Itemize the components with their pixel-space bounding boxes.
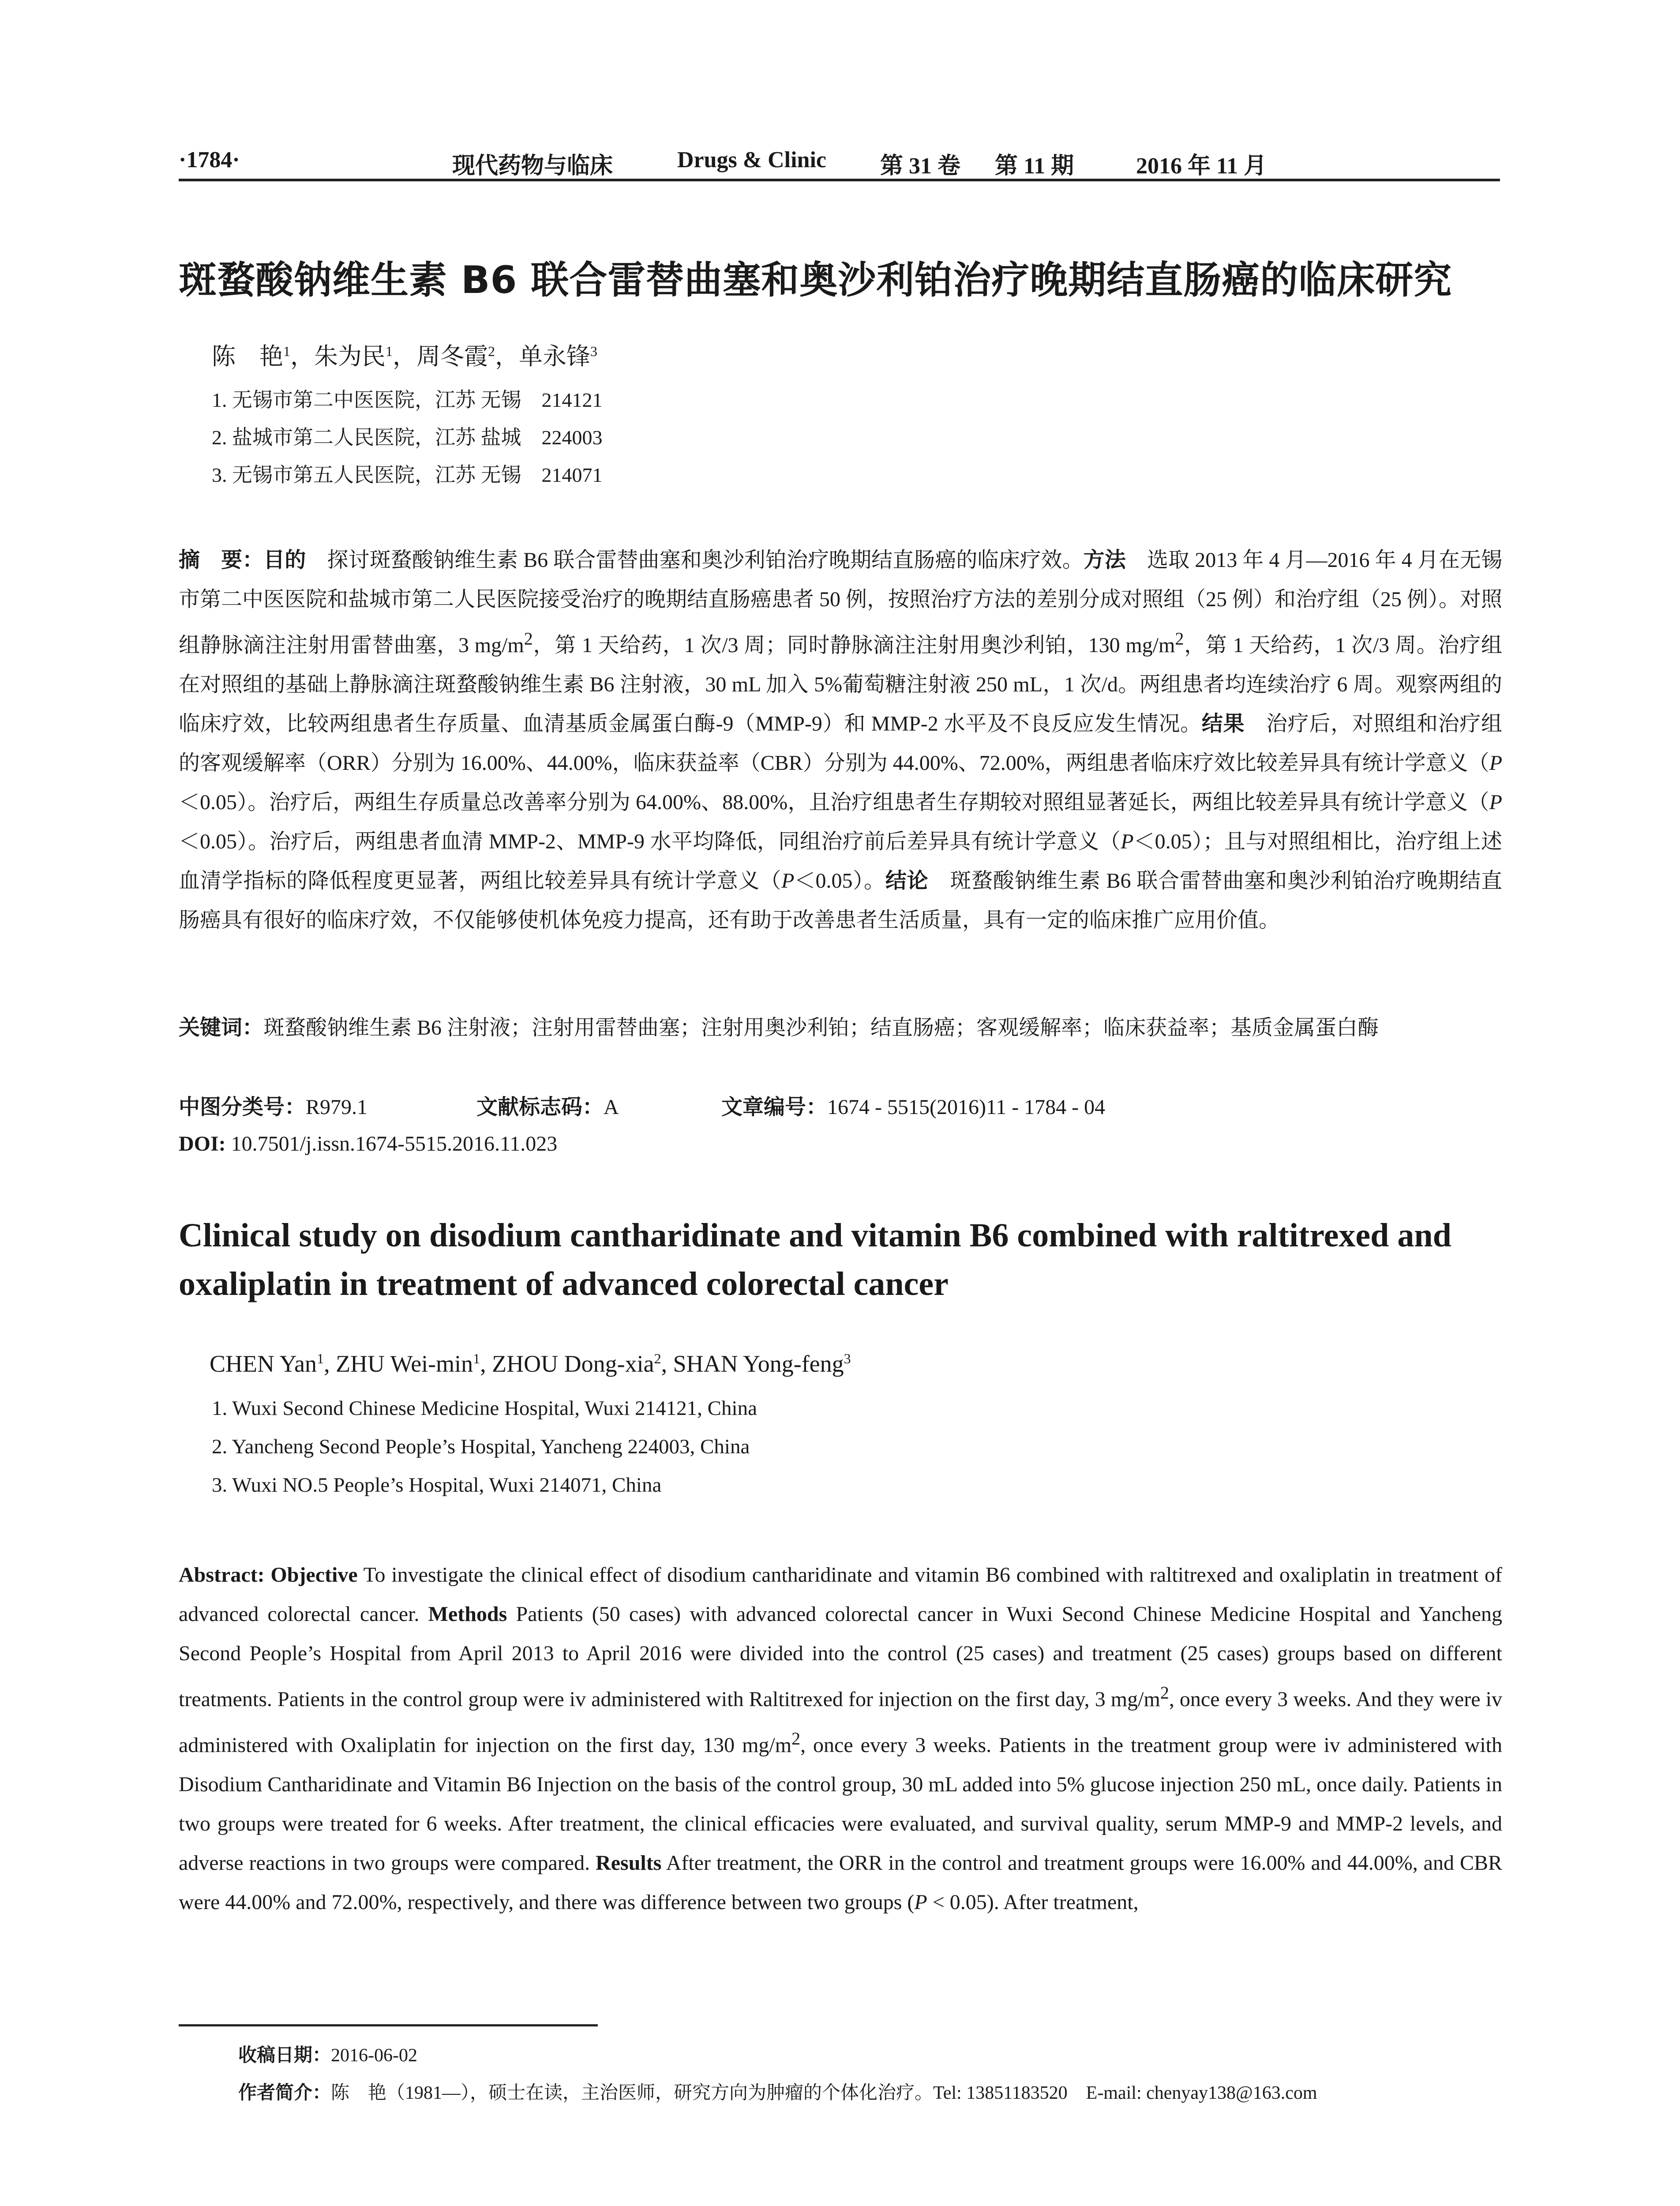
affiliation-marker: 1 <box>473 1351 480 1366</box>
superscript: 2 <box>524 629 533 649</box>
affiliation-marker: 1 <box>283 343 290 359</box>
abstract-label: Abstract: <box>179 1563 265 1587</box>
running-header <box>179 143 1500 181</box>
author-name: ZHOU Dong-xia <box>492 1351 654 1377</box>
results-text: 治疗后，对照组和治疗组的客观缓解率（ORR）分别为 16.00%、44.00%，临床获益率（CBR）分别为 44.00%、72.00%，两组患者临床疗效比较差异具有统计学意义（ <box>179 712 1502 775</box>
methods-text: ，第 1 天给药，1 次/3 周。治疗组在对照组的基础上静脉滴注斑蝥酸钠维生素 B6 注射液，30 mL 加入 5%葡萄糖注射液 250 mL，1 次/d。两组患者均连续治疗 6 周。观察两组的临床疗效，比较两组患者生存质量、血清基质金属蛋白酶-9（MMP-9）和 MMP-2 水平及不良反应发生情况。 <box>179 634 1502 735</box>
results-label: Results <box>596 1851 662 1875</box>
volume: 第 31 卷 <box>880 154 961 179</box>
affiliation-marker: 2 <box>488 343 495 359</box>
keywords-text: 斑蝥酸钠维生素 B6 注射液；注射用雷替曲塞；注射用奥沙利铂；结直肠癌；客观缓解率；临床获益率；基质金属蛋白酶 <box>263 1016 1379 1039</box>
results-text: < 0.05). After treatment, <box>927 1891 1139 1914</box>
author-name: 陈 艳 <box>212 343 283 370</box>
author-bio-text: 陈 艳（1981—），硕士在读，主治医师，研究方向为肿瘤的个体化治疗。Tel: 13851183520 E-mail: chenyay138@163.com <box>331 2083 1317 2103</box>
author-name: 周冬霞 <box>416 343 488 370</box>
clc-value: R979.1 <box>306 1095 368 1119</box>
author-name: CHEN Yan <box>210 1351 317 1377</box>
affiliation-marker: 1 <box>386 343 393 359</box>
author-name: 朱为民 <box>314 343 386 370</box>
superscript: 2 <box>791 1729 801 1748</box>
p-symbol: P <box>1489 791 1502 814</box>
clc-number <box>179 1090 368 1120</box>
document-code <box>476 1090 619 1120</box>
received-value: 2016-06-02 <box>331 2045 417 2066</box>
author-list-en: CHEN Yan$^1$, ZHU Wei-$\min^1$, ZHOU Dong-xia$^2$, SHAN Yong-feng$^3$ <box>210 1351 851 1377</box>
doi-label: DOI: <box>179 1132 226 1156</box>
affiliation-marker: 3 <box>590 343 597 359</box>
page-number: ·1784· <box>179 147 240 173</box>
p-symbol: P <box>1489 751 1503 775</box>
objective-text: To investigate the clinical effect of disodium cantharidinate and vitamin B6 combined with raltitrexed and oxaliplatin in treatment of advanced colorectal cancer. <box>179 1563 1503 1626</box>
superscript: 2 <box>1175 629 1184 649</box>
results-text: ＜0.05）。治疗后，两组生存质量总改善率分别为 64.00%、88.00%，且治疗组患者生存期较对照组显著延长，两组比较差异具有统计学意义（ <box>179 791 1489 814</box>
results-label: 结果 <box>1201 712 1245 735</box>
journal-name-cn: 现代药物与临床 <box>452 154 613 179</box>
abstract-en <box>179 1555 1502 1922</box>
affiliation-cn: 3. 无锡市第五人民医院，江苏 无锡 214071 <box>212 464 603 486</box>
methods-label: Methods <box>428 1602 507 1626</box>
author-bio-label: 作者简介： <box>238 2083 331 2103</box>
clc-label: 中图分类号： <box>179 1095 306 1119</box>
publication-date: 2016 年 11 月 <box>1136 154 1267 179</box>
author-name: SHAN Yong-feng <box>673 1351 844 1377</box>
author-name: ZHU Wei-min <box>336 1351 473 1377</box>
document-code-value: A <box>604 1095 619 1119</box>
author-bio <box>238 2078 1317 2105</box>
abstract-label: 摘 要： <box>179 548 264 572</box>
affiliation-marker: 3 <box>844 1351 851 1366</box>
results-text: ＜0.05）；且与对照组相比，治疗组上述血清学指标的降低程度更显著，两组比较差异具有统计学意义（ <box>179 830 1502 893</box>
affiliation-en: 1. Wuxi Second Chinese Medicine Hospital, Wuxi 214121, China <box>212 1397 757 1420</box>
journal-name-en: Drugs & Clinic <box>677 147 826 173</box>
results-text: After treatment, the ORR in the control and treatment groups were 16.00% and 44.00%, and CBR were 44.00% and 72.00%, respectively, and there was difference between two groups ( <box>179 1851 1502 1914</box>
received-label: 收稿日期： <box>238 2045 331 2066</box>
p-symbol: P <box>914 1891 927 1914</box>
methods-text: , once every 3 weeks. Patients in the treatment group were iv administered with Disodium Cantharidinate and Vitamin B6 Injection on the basis of the control group, 30 mL added into 5% glucose injection 250 mL, once daily. Patients in two groups were treated for 6 weeks. After treatment, the clinical efficacies were evaluated, and survival quality, serum MMP-9 and MMP-2 levels, and adverse reactions in two groups were compared. <box>179 1733 1502 1875</box>
p-symbol: P <box>781 869 795 893</box>
article-title-cn: 斑蝥酸钠维生素 B6 联合雷替曲塞和奥沙利铂治疗晚期结直肠癌的临床研究 <box>179 258 1452 302</box>
results-text: ＜0.05）。 <box>794 869 885 893</box>
doi-value: 10.7501/j.issn.1674-5515.2016.11.023 <box>231 1132 558 1156</box>
article-number <box>721 1090 1105 1120</box>
affiliation-en: 3. Wuxi NO.5 People’s Hospital, Wuxi 214071, China <box>212 1474 662 1497</box>
keywords-label: 关键词： <box>179 1016 264 1039</box>
author-list-cn: 陈 艳$^1$，朱为民$^1$，周冬霞$^2$，单永锋$^3$ <box>212 343 597 370</box>
document-code-label: 文献标志码： <box>476 1095 604 1119</box>
author-name: 单永锋 <box>519 343 590 370</box>
keywords-cn <box>179 1008 1502 1047</box>
methods-text: Patients (50 cases) with advanced colorectal cancer in Wuxi Second Chinese Medicine Hospital and Yancheng Second People’s Hospital from April 2013 to April 2016 were divided into the control (25 cases) and treatment (25 cases) groups based on different treatments. Patients in the control group were iv administered with Raltitrexed for injection on the first day, 3 mg/m <box>179 1602 1503 1711</box>
results-text: ＜0.05）。治疗后，两组患者血清 MMP-2、MMP-9 水平均降低，同组治疗前后差异具有统计学意义（ <box>179 830 1121 853</box>
affiliation-marker: 1 <box>317 1351 324 1366</box>
objective-text: 探讨斑蝥酸钠维生素 B6 联合雷替曲塞和奥沙利铂治疗晚期结直肠癌的临床疗效。 <box>306 548 1084 572</box>
footnote-divider <box>179 2024 598 2026</box>
methods-text: ，第 1 天给药，1 次/3 周；同时静脉滴注注射用奥沙利铂，130 mg/m <box>532 634 1175 657</box>
objective-label: Objective <box>270 1563 358 1587</box>
article-number-label: 文章编号： <box>721 1095 828 1119</box>
conclusion-text: 斑蝥酸钠维生素 B6 联合雷替曲塞和奥沙利铂治疗晚期结直肠癌具有很好的临床疗效，不仅能够使机体免疫力提高，还有助于改善患者生活质量，具有一定的临床推广应用价值。 <box>179 869 1502 932</box>
superscript: 2 <box>1160 1683 1169 1703</box>
methods-text: , once every 3 weeks. And they were iv administered with Oxaliplatin for injection on the first day, 130 mg/m <box>179 1688 1503 1757</box>
methods-text: 选取 2013 年 4 月—2016 年 4 月在无锡市第二中医医院和盐城市第二人民医院接受治疗的晚期结直肠癌患者 50 例，按照治疗方法的差别分成对照组（25 例）和治疗组（25 例）。对照组静脉滴注注射用雷替曲塞，3 mg/m <box>179 548 1503 657</box>
article-number-value: 1674 - 5515(2016)11 - 1784 - 04 <box>827 1095 1106 1119</box>
conclusion-label: 结论 <box>885 869 929 893</box>
methods-label: 方法 <box>1083 548 1126 572</box>
issue: 第 11 期 <box>995 154 1074 179</box>
affiliation-en: 2. Yancheng Second People’s Hospital, Yancheng 224003, China <box>212 1435 750 1458</box>
affiliation-marker: 2 <box>654 1351 661 1366</box>
affiliation-cn: 2. 盐城市第二人民医院，江苏 盐城 224003 <box>212 426 603 449</box>
doi <box>179 1132 557 1156</box>
received-date <box>238 2041 417 2067</box>
objective-label: 目的 <box>263 548 306 572</box>
affiliation-cn: 1. 无锡市第二中医医院，江苏 无锡 214121 <box>212 389 603 411</box>
abstract-cn <box>179 540 1502 940</box>
p-symbol: P <box>1121 830 1134 853</box>
article-title-en: Clinical study on disodium cantharidinate and vitamin B6 combined with raltitrexed and oxaliplatin in treatment of advanced colorectal cancer <box>179 1217 1451 1302</box>
